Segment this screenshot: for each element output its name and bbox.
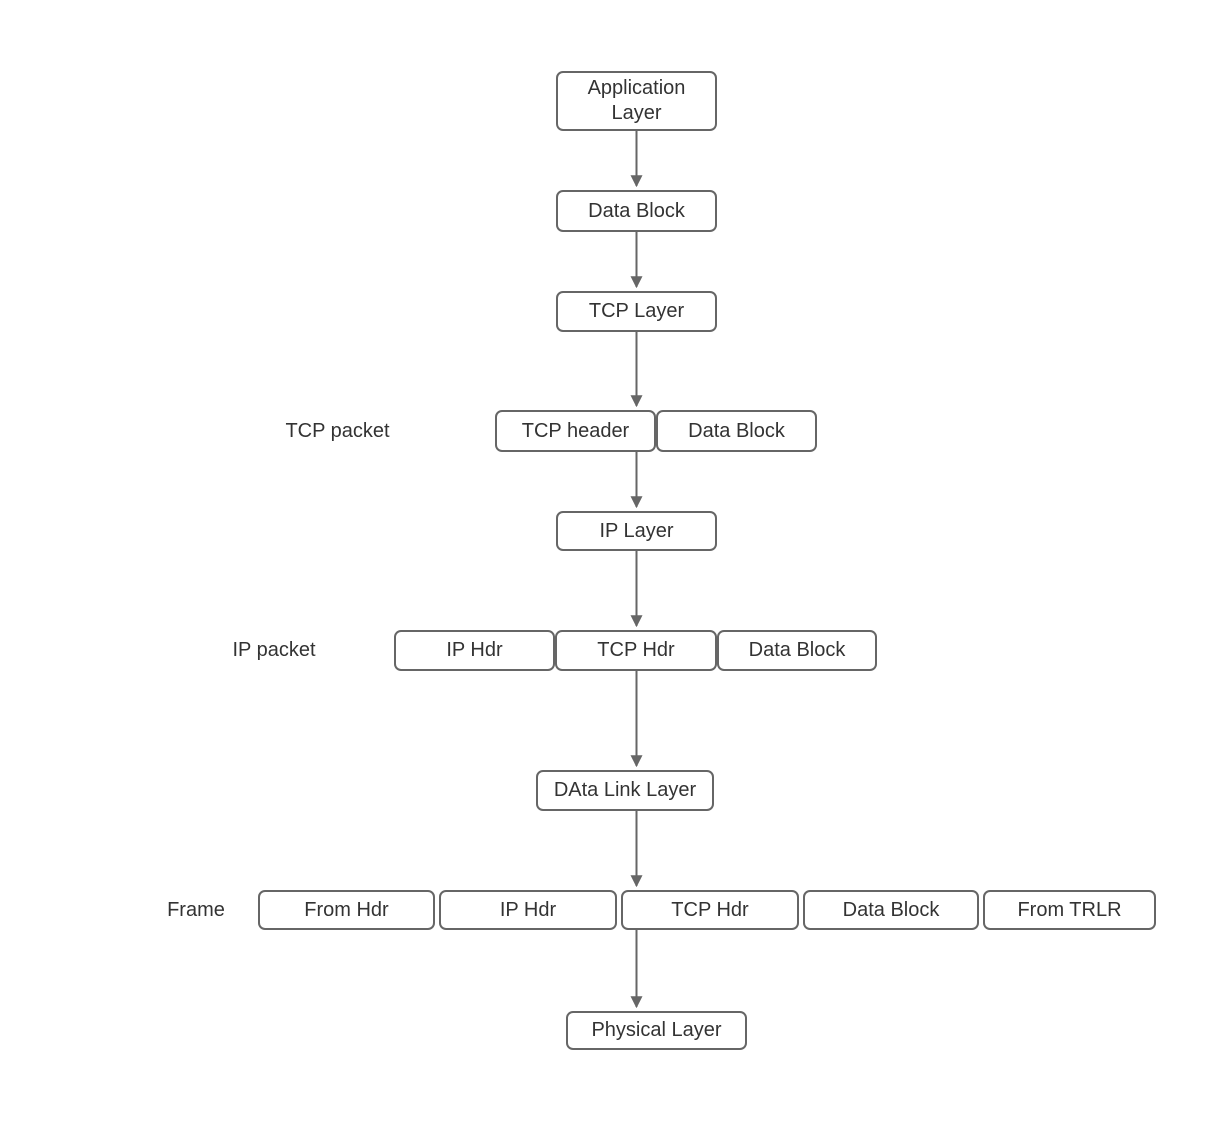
node-tcp-header bbox=[495, 410, 656, 452]
node-frame-from-trlr bbox=[983, 890, 1156, 930]
node-application-layer bbox=[556, 71, 717, 131]
node-ip-layer-label: IP Layer bbox=[599, 519, 674, 542]
node-frame-ip-hdr bbox=[439, 890, 617, 930]
node-tcp-packet-data-block-label: Data Block bbox=[688, 419, 785, 442]
node-tcp-layer bbox=[556, 291, 717, 332]
node-data-block-top bbox=[556, 190, 717, 232]
node-frame-data-block-label: Data Block bbox=[842, 898, 940, 921]
node-data-link-layer bbox=[536, 770, 714, 811]
node-frame-from-trlr-label: From TRLR bbox=[1017, 898, 1122, 921]
node-tcp-layer-label: TCP Layer bbox=[588, 300, 685, 322]
node-frame-ip-hdr-label: IP Hdr bbox=[499, 898, 557, 921]
node-tcp-header-label: TCP header bbox=[521, 419, 630, 442]
label-tcp-packet: TCP packet bbox=[285, 419, 390, 442]
node-frame-data-block bbox=[803, 890, 979, 930]
node-ip-packet-tcp-hdr-label: TCP Hdr bbox=[597, 639, 675, 661]
label-frame: Frame bbox=[167, 898, 225, 921]
node-frame-from-hdr bbox=[258, 890, 435, 930]
node-ip-layer bbox=[556, 511, 717, 551]
node-frame-tcp-hdr bbox=[621, 890, 799, 930]
node-tcp-packet-data-block bbox=[656, 410, 817, 452]
node-data-link-layer-label: DAta Link Layer bbox=[553, 779, 697, 801]
node-ip-packet-ip-hdr-label: IP Hdr bbox=[446, 639, 503, 661]
node-ip-packet-data-block bbox=[717, 630, 877, 671]
node-application-layer-label: Application Layer bbox=[587, 77, 686, 124]
node-ip-packet-tcp-hdr bbox=[555, 630, 717, 671]
node-data-block-top-label: Data Block bbox=[588, 199, 685, 222]
node-frame-from-hdr-label: From Hdr bbox=[304, 898, 389, 921]
node-physical-layer bbox=[566, 1011, 747, 1050]
node-ip-packet-data-block-label: Data Block bbox=[748, 639, 846, 661]
node-frame-tcp-hdr-label: TCP Hdr bbox=[671, 898, 749, 921]
node-ip-packet-ip-hdr bbox=[394, 630, 555, 671]
label-ip-packet: IP packet bbox=[232, 639, 316, 661]
node-physical-layer-label: Physical Layer bbox=[591, 1019, 722, 1041]
